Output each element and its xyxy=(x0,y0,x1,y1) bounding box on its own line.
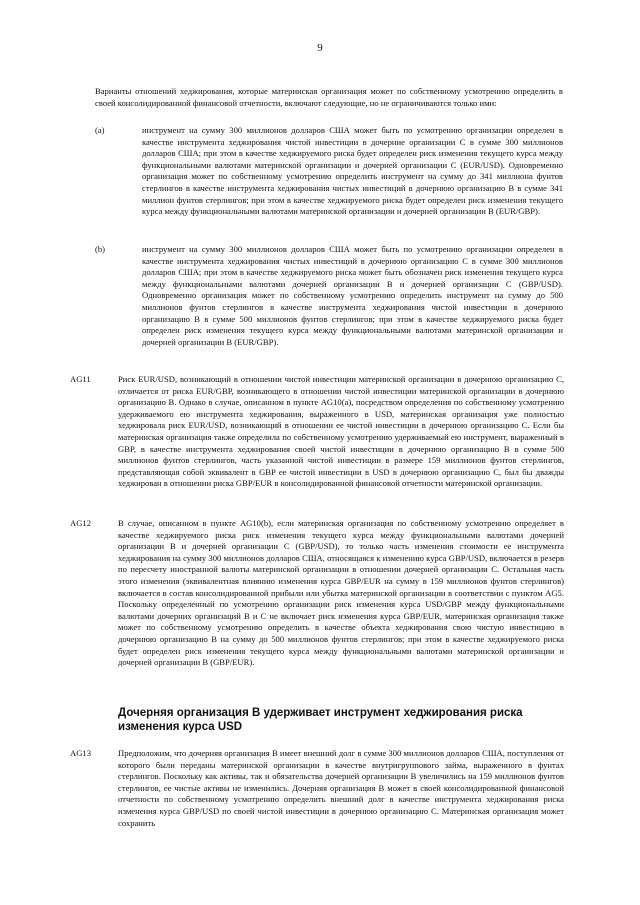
intro-paragraph: Варианты отношений хеджирования, которые материнская организация может по собственному усмотрению определить в своей консолидированной финансовой отчетности, включают следующие, но не ограничиваются только ими: xyxy=(95,86,563,108)
paragraph-text: В случае, описанном в пункте AG10(b), если материнская организация по собственному усмотрению определяет в качестве хеджируемого риска риск изменения текущего курса между функциональными валютами дочерней организации В и дочерней организации С (GBP/USD), то только часть изменения стоимости ее инструмента хеджирования на сумму 300 миллионов долларов США, относящаяся к изменению курса GBP/USD, включается в резерв по пересчету иностранной валюты материнской организации в отношении дочерней организации С. Остальная часть этого изменения (эквивалентная влиянию изменения курса GBP/EUR на сумму в 159 миллионов фунтов стерлингов) включается в состав консолидированной прибыли или убытка материнской организации в соответствии с пунктом AG5. Поскольку определенный по усмотрению организации риск изменения курса USD/GBP между функциональными валютами дочерних организаций В и С не включает риск изменения курса GBP/EUR, материнская организация также может по собственному усмотрению определить в качестве объекта хеджирования свою чистую инвестицию в дочернюю организацию В на сумму до 500 миллионов фунтов стерлингов; при этом в качестве хеджируемого риска будет определен риск изменения текущего курса между функциональными валютами материнской организации и дочерней организации В (GBP/EUR). xyxy=(118,518,564,668)
list-item-b xyxy=(95,244,563,348)
paragraph-number: AG13 xyxy=(70,748,92,758)
list-item-text: инструмент на сумму 300 миллионов долларов США может быть по усмотрению организации определен в качестве инструмента хеджирования чистых инвестиций в дочернюю организацию С в сумме 300 миллионов долларов США; при этом в качестве хеджируемого риска может быть обозначен риск изменения текущего курса между функциональными валютами дочерней организации В и дочерней организации С (GBP/USD). Одновременно организация может по собственному усмотрению определить инструмент на сумму до 500 миллионов фунтов стерлингов в качестве инструмента хеджирования чистой инвестиции в дочернюю организацию В в сумме 500 миллионов фунтов стерлингов; при этом в качестве хеджируемого риска будет определен риск изменения текущего курса между функциональными валютами материнской организации и дочерней организации В (EUR/GBP). xyxy=(142,244,563,347)
paragraph-number: AG11 xyxy=(70,374,91,384)
section-heading: Дочерняя организация В удерживает инструмент хеджирования риска изменения курса USD xyxy=(118,707,523,733)
list-item-text: инструмент на сумму 300 миллионов долларов США может быть по усмотрению организации определен в качестве инструмента хеджирования чистой инвестиции в дочерние организации С в сумме 300 миллионов долларов США; при этом в качестве хеджируемого риска будет определен риск изменения текущего курса между функциональными валютами материнской организации и дочерней организации С (EUR/USD). Одновременно организация может по собственному усмотрению определить инструмент на сумму до 341 миллиона фунтов стерлингов в качестве инструмента хеджирования чистых инвестиций в дочернюю организацию В в сумме 341 миллион фунтов стерлингов; при этом в качестве хеджируемого риска будет определен риск изменения текущего курса между функциональными валютами материнской организации и дочерней организации В (EUR/GBP). xyxy=(142,125,563,217)
list-item-label: (b) xyxy=(95,244,106,254)
paragraph-number: AG12 xyxy=(70,518,92,528)
paragraph-ag12 xyxy=(70,518,564,669)
page-number: 9 xyxy=(317,42,323,54)
paragraph-ag11 xyxy=(70,374,564,490)
paragraph-text: Риск EUR/USD, возникающий в отношении чистой инвестиции материнской организации в дочернюю организацию С, отличается от риска EUR/GBP, возникающего в отношении чистой инвестиции материнской организации в дочернюю организацию В. Однако в случае, описанном в пункте AG10(a), посредством определения по собственному усмотрению удерживаемого ею инструмента хеджирования, выраженного в USD, материнская организация уже полностью хеджировала риск EUR/USD, возникающий в отношении ее чистой инвестиции в дочернюю организацию С. Если бы материнская организация также определила по собственному усмотрению удерживаемый ею инструмент, выраженный в GBP, в качестве инструмента хеджирования своей чистой инвестиции в дочернюю организацию В в сумме 500 миллионов фунтов стерлингов, часть указанной чистой инвестиции в размере 159 миллионов фунтов стерлингов, представляющая собой эквивалент в GBP ее чистой инвестиции в USD в дочернюю организацию С, был бы дважды хеджирован в отношении риска GBP/EUR в консолидированной финансовой отчетности материнской организации. xyxy=(118,374,564,489)
list-item-label: (a) xyxy=(95,125,105,135)
list-item-a xyxy=(95,125,563,218)
paragraph-text: Предположим, что дочерняя организация В имеет внешний долг в сумме 300 миллионов долларов США, поступления от которого были переданы материнской организации в качестве внутригруппового займа, выраженного в фунтах стерлингов. Поскольку как активы, так и обязательства дочерней организации В увеличились на 159 миллионов фунтов стерлингов, ее чистые активы не изменились. Дочерняя организация В может в своей консолидированной финансовой отчетности по собственному усмотрению определить внешний долг в качестве инструмента хеджирования риска изменения курса GBP/USD по своей чистой инвестиции в дочернюю организацию С. Материнская организация может сохранить xyxy=(118,748,564,828)
paragraph-ag13 xyxy=(70,748,564,829)
